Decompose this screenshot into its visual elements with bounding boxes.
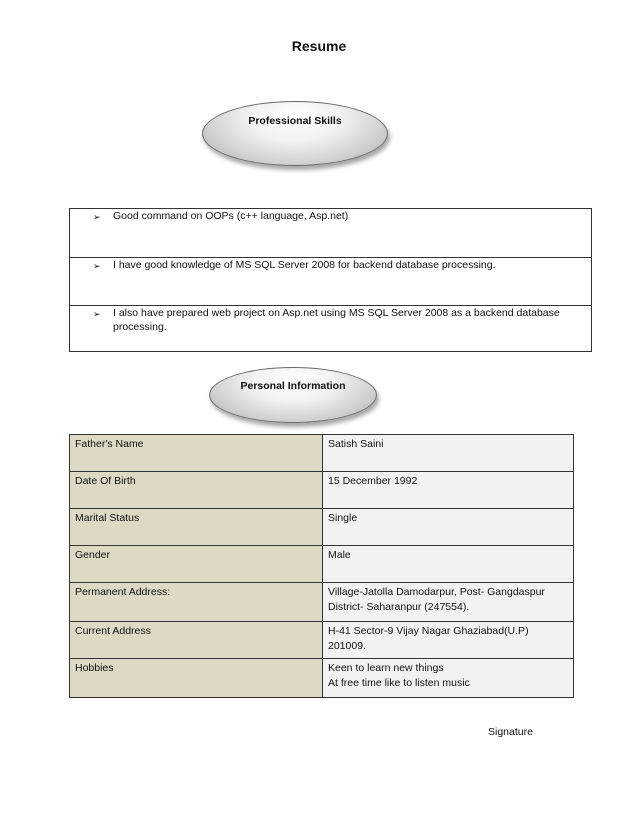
field-value: Single xyxy=(323,509,574,546)
skill-item xyxy=(70,305,591,351)
signature-label: Signature xyxy=(488,726,533,738)
table-row xyxy=(70,509,574,546)
bullet-arrow-icon: ➢ xyxy=(93,261,101,271)
skill-text: I have good knowledge of MS SQL Server 2008 for backend database processing. xyxy=(113,259,496,271)
field-value: Satish Saini xyxy=(323,435,574,472)
personal-information-heading xyxy=(209,367,377,423)
field-label: Father's Name xyxy=(70,435,323,472)
field-value: H-41 Sector-9 Vijay Nagar Ghaziabad(U.P) 201009. xyxy=(323,622,574,659)
skill-text: Good command on OOPs (c++ language, Asp.net) xyxy=(113,210,349,222)
personal-info-table xyxy=(69,434,574,698)
field-label: Hobbies xyxy=(70,659,323,698)
skill-text: I also have prepared web project on Asp.net using MS SQL Server 2008 as a backend database processing. xyxy=(113,307,560,333)
skills-box xyxy=(69,208,592,352)
field-label: Date Of Birth xyxy=(70,472,323,509)
field-label: Gender xyxy=(70,546,323,583)
table-row xyxy=(70,583,574,622)
field-value: Village-Jatolla Damodarpur, Post- Gangdaspur District- Saharanpur (247554). xyxy=(323,583,574,622)
field-value: Male xyxy=(323,546,574,583)
skill-item xyxy=(70,257,591,305)
table-row xyxy=(70,472,574,509)
field-label: Permanent Address: xyxy=(70,583,323,622)
personal-information-label: Personal Information xyxy=(240,380,346,392)
table-row xyxy=(70,435,574,472)
bullet-arrow-icon: ➢ xyxy=(93,309,101,319)
field-label: Current Address xyxy=(70,622,323,659)
table-row xyxy=(70,546,574,583)
field-value: 15 December 1992 xyxy=(323,472,574,509)
professional-skills-label: Professional Skills xyxy=(248,115,342,127)
skill-item xyxy=(70,209,591,257)
page-title: Resume xyxy=(291,38,347,54)
table-row xyxy=(70,622,574,659)
table-row xyxy=(70,659,574,698)
professional-skills-heading xyxy=(202,101,388,166)
bullet-arrow-icon: ➢ xyxy=(93,212,101,222)
field-label: Marital Status xyxy=(70,509,323,546)
field-value: Keen to learn new things At free time like to listen music xyxy=(323,659,574,698)
